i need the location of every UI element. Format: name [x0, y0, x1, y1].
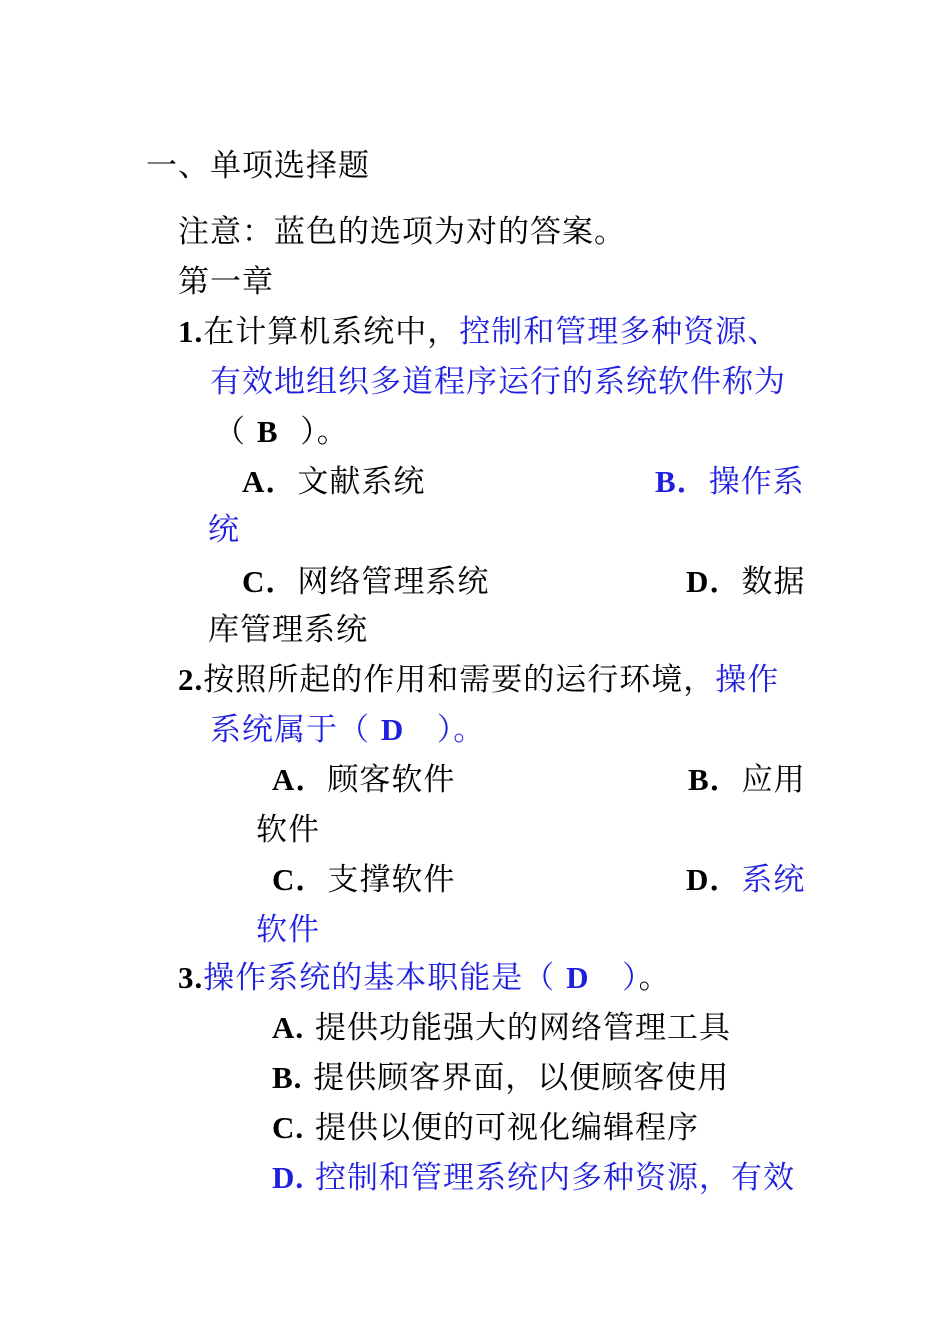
- question-3-line-1: [178, 958, 671, 998]
- question-2-option-d-wrap: 软件: [256, 912, 320, 948]
- paren-open: （: [214, 414, 246, 450]
- question-2-option-a: [272, 760, 455, 800]
- section-heading: 一、单项选择题: [146, 148, 370, 184]
- question-1-option-c: [242, 562, 489, 602]
- question-1-stem-blue: 控制和管理多种资源、: [459, 314, 780, 350]
- paren-close: ）。: [436, 712, 486, 748]
- option-text: 数据: [741, 564, 806, 600]
- question-1-number: 1.: [178, 314, 204, 349]
- question-3-stem-blue: 操作系统的基本职能是（: [203, 960, 556, 996]
- question-3-option-a: [272, 1008, 731, 1048]
- question-1-text: 在计算机系统中，: [203, 314, 460, 350]
- period: 。: [638, 960, 671, 996]
- question-2-line-1: [178, 660, 779, 700]
- note-text: 注意：蓝色的选项为对的答案。: [178, 214, 626, 250]
- question-1-option-d: [686, 562, 805, 602]
- option-text: 文献系统: [297, 464, 426, 500]
- question-1-option-a: [242, 462, 425, 502]
- paren-close: ）。: [300, 414, 349, 450]
- question-2-option-b-wrap: 软件: [256, 812, 320, 848]
- option-letter: B.: [272, 1060, 303, 1095]
- option-text: 网络管理系统: [297, 564, 490, 600]
- question-1-answer-line: [214, 412, 349, 452]
- chapter-title: 第一章: [178, 264, 274, 300]
- question-3-option-b: [272, 1058, 729, 1098]
- option-text: 提供功能强大的网络管理工具: [315, 1010, 731, 1046]
- option-text: 支撑软件: [327, 862, 456, 898]
- question-2-text: 按照所起的作用和需要的运行环境，: [203, 662, 716, 698]
- option-text: 提供以便的可视化编辑程序: [315, 1110, 699, 1146]
- option-text: 应用: [741, 762, 806, 798]
- question-1-answer: B: [256, 414, 279, 449]
- option-letter: A．: [272, 762, 328, 797]
- option-text: 系统: [741, 862, 806, 898]
- option-letter: C.: [272, 1110, 305, 1145]
- option-text: 顾客软件: [327, 762, 456, 798]
- question-3-number: 3.: [178, 960, 204, 995]
- option-letter: D.: [272, 1160, 305, 1195]
- option-text: 控制和管理系统内多种资源，有效: [315, 1160, 795, 1196]
- question-2-option-b: [688, 760, 806, 800]
- question-3-option-d: [272, 1158, 795, 1198]
- question-2-answer: D: [380, 712, 405, 747]
- question-1-line-1: [178, 312, 779, 352]
- question-1-line-2: 有效地组织多道程序运行的系统软件称为: [210, 364, 786, 400]
- question-2-option-c: [272, 860, 455, 900]
- question-2-option-d: [686, 860, 805, 900]
- paren-close: ）: [622, 960, 639, 996]
- question-1-option-d-wrap: 库管理系统: [208, 612, 368, 648]
- option-text: 操作系: [708, 464, 805, 500]
- option-letter: C．: [272, 862, 328, 897]
- question-2-stem-blue-2: 系统属于（: [210, 712, 370, 748]
- question-1-option-b: [655, 462, 805, 502]
- option-letter: A．: [242, 464, 298, 499]
- option-letter: C．: [242, 564, 298, 599]
- question-1-option-b-wrap: 统: [208, 512, 240, 548]
- option-letter: D．: [686, 862, 742, 897]
- option-letter: D．: [686, 564, 742, 599]
- option-letter: B．: [688, 762, 742, 797]
- option-letter: A.: [272, 1010, 305, 1045]
- question-3-answer: D: [566, 960, 590, 995]
- option-text: 提供顾客界面，以便顾客使用: [313, 1060, 730, 1096]
- question-2-number: 2.: [178, 662, 204, 697]
- question-3-option-c: [272, 1108, 699, 1148]
- option-letter: B．: [655, 464, 709, 499]
- question-2-stem-blue: 操作: [715, 662, 780, 698]
- question-2-line-2: [210, 710, 485, 750]
